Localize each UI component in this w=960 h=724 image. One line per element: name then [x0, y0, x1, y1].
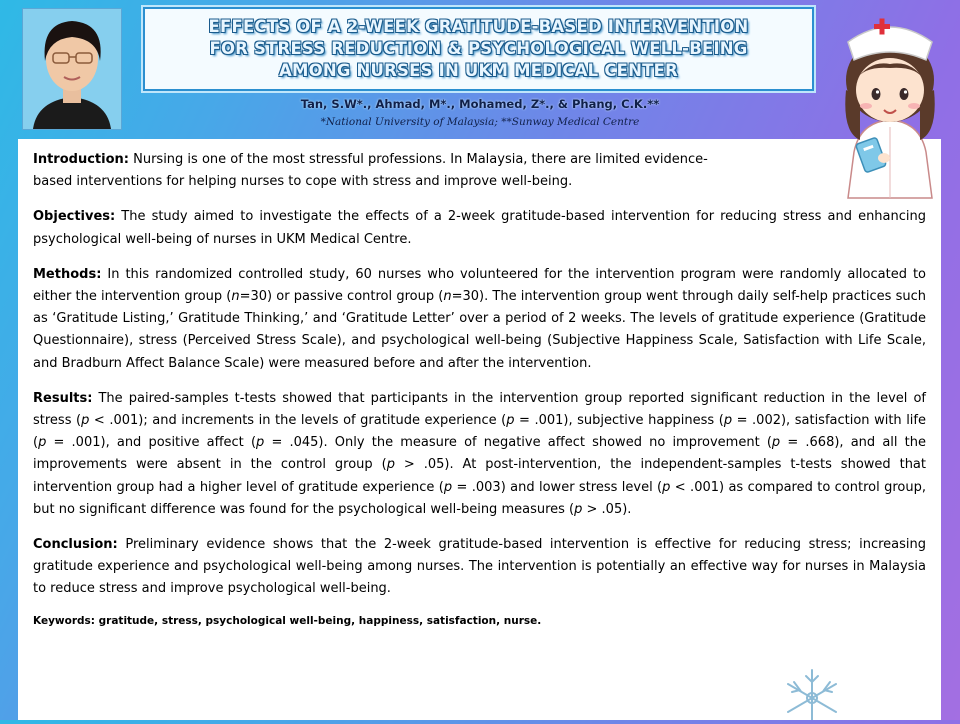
poster-title-box: [143, 7, 814, 91]
conclusion-text: Preliminary evidence shows that the 2-week gratitude-based intervention is effective for reducing stress; increasing gratitude experience and psychological well-being among nurses. The intervention is potentially an effective way for nurses in Malaysia to reduce stress and improve psychological well-being.: [33, 537, 926, 597]
methods-section: [33, 264, 926, 375]
results-text: = .668), and all the improvements were absent in the control group (: [33, 435, 926, 473]
methods-text: In this randomized controlled study, 60 nurses who volunteered for the intervention program were randomly allocated to either the intervention group (: [33, 266, 926, 305]
p-symbol: p: [443, 479, 453, 495]
results-section: [33, 388, 926, 521]
introduction-text: Nursing is one of the most stressful professions. In Malaysia, there are limited evidence-based interventions for helping nurses to cope with stress and improve well-being.: [33, 152, 708, 190]
p-symbol: p: [81, 413, 90, 429]
results-label: Results:: [33, 390, 93, 406]
introduction-section: [33, 149, 733, 193]
p-symbol: p: [771, 435, 781, 451]
nurse-cartoon-icon: [820, 2, 960, 202]
p-symbol: p: [256, 435, 265, 451]
title-line-3: AMONG NURSES IN UKM MEDICAL CENTER: [279, 61, 678, 80]
results-text: = .001), subjective happiness (: [514, 413, 724, 429]
results-text: The paired-samples t-tests showed that participants in the intervention group reported significant reduction in the level of stress (: [33, 390, 926, 429]
objectives-section: [33, 206, 926, 250]
keywords-section: [33, 614, 926, 629]
results-text: = .045). Only the measure of negative affect showed no improvement (: [264, 435, 772, 451]
results-text: < .001) as compared to control group, but no significant difference was found for the psychological well-being measures (: [33, 479, 927, 517]
keywords-label: Keywords:: [33, 614, 95, 627]
p-symbol: p: [506, 413, 515, 429]
results-text: = .001), and positive affect (: [46, 435, 257, 451]
results-text: > .05).: [582, 501, 632, 517]
p-symbol: p: [38, 435, 47, 451]
title-line-1: EFFECTS OF A 2-WEEK GRATITUDE-BASED INTERVENTION: [208, 17, 749, 36]
results-text: < .001); and increments in the levels of gratitude experience (: [89, 413, 507, 429]
conclusion-section: [33, 534, 926, 601]
p-symbol: p: [662, 479, 671, 495]
p-symbol: p: [574, 501, 583, 517]
objectives-text: The study aimed to investigate the effects of a 2-week gratitude-based intervention for reducing stress and enhancing psychological well-being of nurses in UKM Medical Centre.: [33, 209, 926, 247]
methods-text: =30) or passive control group (: [239, 289, 444, 305]
affiliations: *National University of Malaysia; **Sunway Medical Centre: [320, 116, 640, 128]
results-text: = .002), satisfaction with life (: [33, 413, 926, 451]
n-symbol: n: [443, 289, 452, 305]
p-symbol: p: [723, 413, 733, 429]
n-symbol: n: [231, 289, 240, 305]
objectives-label: Objectives:: [33, 209, 116, 225]
methods-label: Methods:: [33, 266, 102, 282]
p-symbol: p: [386, 457, 395, 473]
snowflake-icon: [782, 666, 842, 720]
abstract-content: [33, 149, 926, 642]
poster-title: [159, 16, 799, 82]
results-text: = .003) and lower stress level (: [452, 479, 663, 495]
results-text: > .05). At post-intervention, the independent-samples t-tests showed that intervention group had a higher level of gratitude experience (: [33, 457, 926, 495]
methods-text: =30). The intervention group went through daily self-help practices such as ‘Gratitude Listing,’ Gratitude Thinking,’ and ‘Gratitude Letter’ over a period of 2 weeks. The levels of gratitude experience (Gratitude Questionnaire), stress (Perceived Stress Scale), and psychological well-being (Subjective Happiness Scale, Satisfaction with Life Scale, and Bradburn Affect Balance Scale) were measured before and after the intervention.: [33, 289, 926, 371]
conclusion-label: Conclusion:: [33, 537, 118, 553]
author-photo: [22, 8, 122, 130]
authors: Tan, S.W*., Ahmad, M*., Mohamed, Z*., & Phang, C.K.**: [300, 97, 660, 111]
abstract-panel: [18, 139, 941, 720]
keywords-text: gratitude, stress, psychological well-being, happiness, satisfaction, nurse.: [94, 614, 542, 627]
title-line-2: FOR STRESS REDUCTION & PSYCHOLOGICAL WELL-BEING: [209, 39, 748, 58]
introduction-label: Introduction:: [33, 152, 129, 167]
